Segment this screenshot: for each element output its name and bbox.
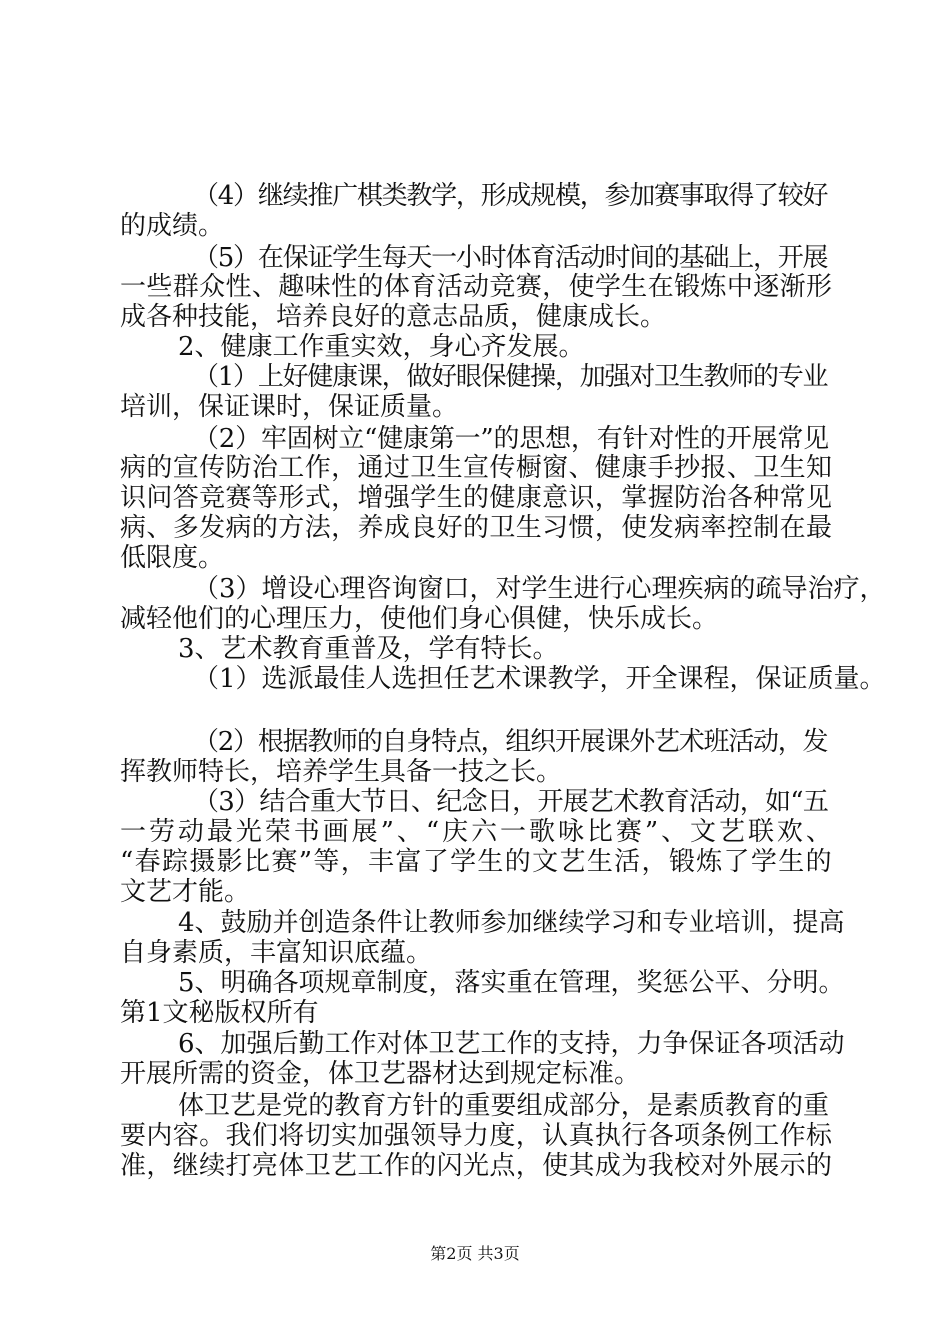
- section-heading: 6、加强后勤工作对体卫艺工作的支持，力争保证各项活动: [178, 1029, 845, 1059]
- text-line: （3）结合重大节日、纪念日，开展艺术教育活动，如“五: [193, 787, 829, 817]
- text-line: 成各种技能，培养良好的意志品质，健康成长。: [120, 302, 667, 332]
- text-line: 的成绩。: [120, 211, 225, 241]
- text-line: 病的宣传防治工作，通过卫生宣传橱窗、健康手抄报、卫生知: [120, 453, 833, 483]
- text-line: （4）继续推广棋类教学，形成规模，参加赛事取得了较好: [193, 181, 828, 211]
- text-line: 减轻他们的心理压力，使他们身心俱健，快乐成长。: [120, 604, 719, 634]
- section-heading: 2、健康工作重实效，身心齐发展。: [178, 332, 585, 362]
- text-line: （2）根据教师的自身特点，组织开展课外艺术班活动，发: [193, 727, 828, 757]
- section-heading: 4、鼓励并创造条件让教师参加继续学习和专业培训，提高: [178, 908, 845, 938]
- text-line: （3）增设心理咨询窗口，对学生进行心理疾病的疏导治疗，: [193, 574, 886, 604]
- text-line: 体卫艺是党的教育方针的重要组成部分，是素质教育的重: [178, 1091, 830, 1121]
- watermark-text: 第1文秘版权所有: [120, 998, 319, 1028]
- text-line: 挥教师特长，培养学生具备一技之长。: [120, 757, 563, 787]
- section-heading: 3、艺术教育重普及，学有特长。: [178, 634, 559, 664]
- text-line: 培训，保证课时，保证质量。: [120, 392, 459, 422]
- page-number: 第2页 共3页: [430, 1244, 520, 1263]
- text-line: 识问答竞赛等形式，增强学生的健康意识，掌握防治各种常见: [120, 483, 833, 513]
- text-line: 文艺才能。: [120, 877, 251, 907]
- text-line: （5）在保证学生每天一小时体育活动时间的基础上，开展: [193, 243, 828, 273]
- text-line: （2）牢固树立“健康第一”的思想，有针对性的开展常见: [193, 424, 829, 454]
- text-line: 准，继续打亮体卫艺工作的闪光点，使其成为我校对外展示的: [120, 1151, 833, 1181]
- text-line: 一些群众性、趣味性的体育活动竞赛，使学生在锻炼中逐渐形: [120, 272, 833, 302]
- text-line: 一劳动最光荣书画展”、“庆六一歌咏比赛”、文艺联欢、: [120, 817, 835, 847]
- text-line: 要内容。我们将切实加强领导力度，认真执行各项条例工作标: [120, 1121, 833, 1151]
- text-line: 自身素质，丰富知识底蕴。: [120, 938, 433, 968]
- text-line: （1）选派最佳人选担任艺术课教学，开全课程，保证质量。: [193, 664, 886, 694]
- section-heading: 5、明确各项规章制度，落实重在管理，奖惩公平、分明。: [178, 968, 845, 998]
- text-line: （1）上好健康课，做好眼保健操，加强对卫生教师的专业: [193, 362, 828, 392]
- text-line: 病、多发病的方法，养成良好的卫生习惯，使发病率控制在最: [120, 513, 833, 543]
- text-line: 低限度。: [120, 543, 225, 573]
- text-line: 开展所需的资金，体卫艺器材达到规定标准。: [120, 1059, 641, 1089]
- text-line: “春踪摄影比赛”等，丰富了学生的文艺生活，锻炼了学生的: [120, 847, 833, 877]
